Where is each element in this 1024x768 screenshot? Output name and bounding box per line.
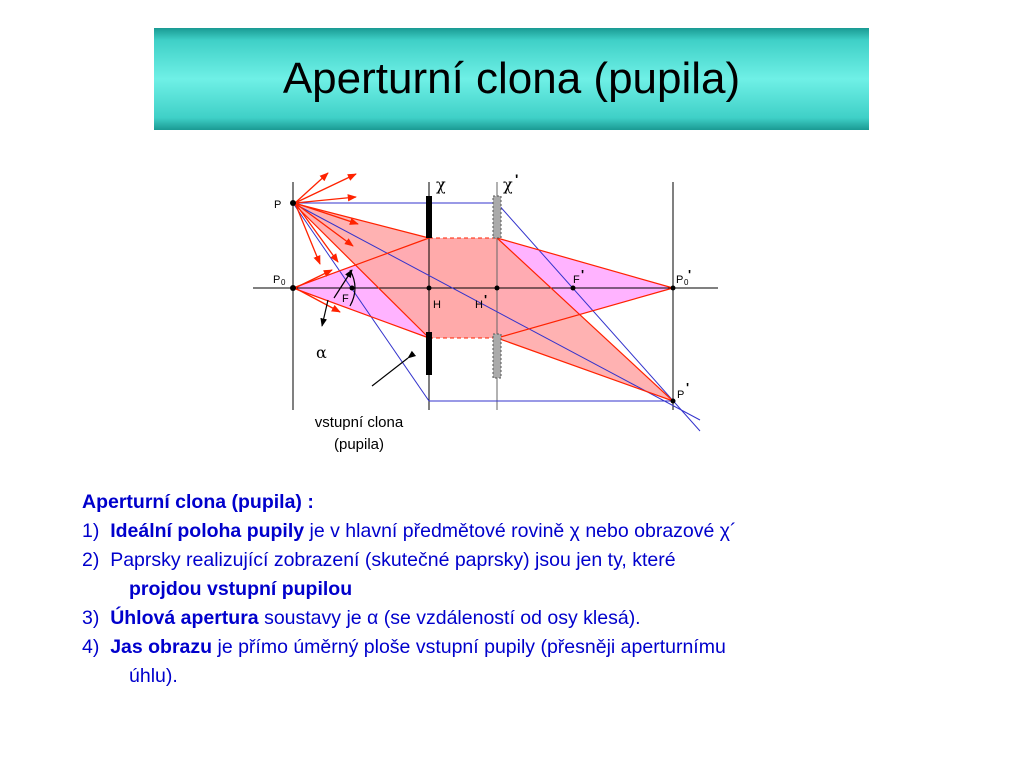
description-heading: Aperturní clona (pupila) : [82,491,314,513]
label-P0-prime: P [676,274,684,286]
list-item: 1) Ideální poloha pupily je v hlavní předmětové rovině χ nebo obrazové χ´ [82,520,737,542]
label-P0-prime-sub: 0 [684,278,689,287]
label-H: H [433,299,441,311]
page-title: Aperturní clona (pupila) [282,54,741,103]
alpha-label: α [316,343,327,362]
chi-prime-label: χ [503,175,513,194]
label-P-prime-mark: ' [686,380,690,395]
list-item: 3) Úhlová apertura soustavy je α (se vzdáleností od osy klesá). [82,607,641,629]
stop-label-line1: vstupní clona [314,414,404,431]
list-item: 2) Paprsky realizující zobrazení (skutečné paprsky) jsou jen ty, které projdou vstupní pupilou [82,549,676,600]
label-F-prime: F [573,274,580,286]
description-text [82,488,982,691]
stop-label-line2: (pupila) [333,436,385,453]
label-P0-sub: 0 [281,278,286,287]
label-F-prime-mark: ' [581,267,585,282]
chi-label: χ [436,175,446,194]
chi-prime-mark: ' [515,171,519,187]
label-P: P [274,199,282,211]
label-H-prime: H [475,299,483,311]
list-item: 4) Jas obrazu je přímo úměrný ploše vstupní pupily (přesněji aperturnímu úhlu). [82,636,726,687]
label-H-prime-mark: ' [484,292,488,307]
label-P0-prime-mark: ' [688,267,692,282]
label-F: F [342,293,349,305]
label-P0: P [273,274,281,286]
label-P-prime: P [677,389,685,401]
